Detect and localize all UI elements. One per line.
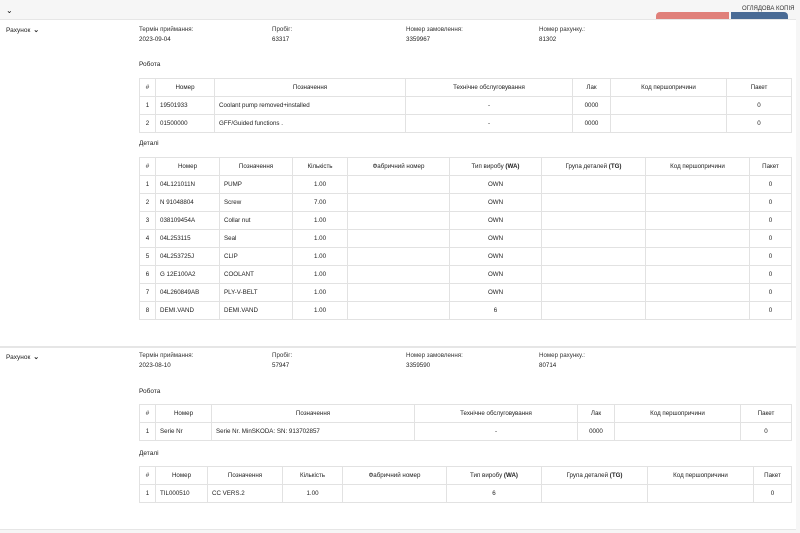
column-header-part-designation (208, 467, 283, 485)
cell-factory-number (348, 266, 450, 284)
cell-product-type: OWN (450, 248, 542, 266)
cell-part-number: N 91048804 (156, 194, 220, 212)
column-header-parts-group (542, 158, 646, 176)
cell-quantity: 1.00 (293, 230, 348, 248)
order-label: Номер замовлення: (406, 352, 463, 359)
column-header-text: Номер (171, 472, 192, 479)
cell-package: 0 (754, 485, 792, 503)
mileage-field-1 (272, 25, 292, 45)
cell-factory-number (348, 194, 450, 212)
cell-parts-group (542, 485, 648, 503)
column-header-factory-number (343, 467, 447, 485)
date-field-2 (139, 351, 193, 371)
cell-row-index: 2 (140, 115, 156, 133)
column-header-root-cause-code (648, 467, 754, 485)
cell-parts-group (542, 176, 646, 194)
cell-part-number: DEMI.VAND (156, 302, 220, 320)
cell-root-cause-code (646, 284, 750, 302)
cell-parts-group (542, 266, 646, 284)
table-row (140, 423, 792, 441)
column-header-text: Позначення (227, 472, 263, 479)
column-header-quantity (293, 158, 348, 176)
cell-work-designation: Coolant pump removed+installed (215, 97, 406, 115)
cell-root-cause-code (611, 115, 727, 133)
column-header-row-index: # (140, 79, 156, 97)
order-field-2 (406, 351, 463, 371)
column-header-row-index (140, 467, 156, 485)
column-header-root-cause-code: Код першопричини (611, 79, 727, 97)
cell-parts-group (542, 284, 646, 302)
table-row (140, 212, 792, 230)
cell-root-cause-code (646, 266, 750, 284)
cell-quantity: 1.00 (293, 248, 348, 266)
cell-part-number: TIL000510 (156, 485, 208, 503)
cell-factory-number (343, 485, 447, 503)
cell-part-number: 04L121011N (156, 176, 220, 194)
cell-part-designation: PLY-V-BELT (220, 284, 293, 302)
cell-quantity: 1.00 (283, 485, 343, 503)
work-header-row (140, 79, 792, 97)
view-copy-label: ОГЛЯДОВА КОПІЯ (742, 6, 795, 12)
invoice-no-field-1 (539, 25, 585, 45)
table-row (140, 97, 792, 115)
cell-package: 0 (750, 194, 792, 212)
cell-part-number: 04L253725J (156, 248, 220, 266)
table-row (140, 176, 792, 194)
table-row (140, 302, 792, 320)
cell-package: 0 (750, 302, 792, 320)
column-header-work-designation: Позначення (212, 405, 415, 423)
cell-lacquer: 0000 (578, 423, 615, 441)
table-row (140, 485, 792, 503)
cell-part-number: 038109454A (156, 212, 220, 230)
cell-row-index: 7 (140, 284, 156, 302)
mileage-value: 57947 (272, 362, 290, 369)
cell-root-cause-code (611, 97, 727, 115)
parts-table-1 (139, 157, 792, 320)
column-header-row-index: # (140, 405, 156, 423)
mileage-field-2 (272, 351, 292, 371)
column-header-work-number: Номер (156, 79, 215, 97)
column-header-product-type (447, 467, 542, 485)
table-row (140, 115, 792, 133)
column-header-text: Фабричний номер (372, 163, 425, 170)
order-value: 3359590 (406, 362, 431, 369)
cell-part-designation: Seal (220, 230, 293, 248)
cell-factory-number (348, 212, 450, 230)
cell-root-cause-code (648, 485, 754, 503)
column-header-package: Пакет (727, 79, 792, 97)
column-header-text: Кількість (307, 163, 333, 170)
cell-quantity: 1.00 (293, 302, 348, 320)
cell-part-designation: CLIP (220, 248, 293, 266)
tg-suffix: (TG) (609, 472, 623, 479)
date-label: Термін приймання: (139, 26, 194, 33)
column-header-text: Код першопричини (670, 163, 725, 170)
column-header-text: Тип виробу (471, 163, 504, 170)
invoice-no-value: 80714 (539, 362, 557, 369)
mileage-label: Пробіг: (272, 26, 293, 33)
invoice-no-value: 81302 (539, 36, 557, 43)
work-table-1 (139, 78, 792, 133)
column-header-text: Кількість (299, 472, 326, 479)
cell-root-cause-code (615, 423, 741, 441)
cell-product-type: OWN (450, 284, 542, 302)
column-header-text: Код першопричини (673, 472, 728, 479)
cell-factory-number (348, 284, 450, 302)
cell-package: 0 (750, 284, 792, 302)
column-header-lacquer: Лак (573, 79, 611, 97)
cell-work-designation: Serie Nr. MinSKODA: SN: 913702857 (212, 423, 415, 441)
parts-section-title: Деталі (139, 140, 159, 147)
cell-package: 0 (750, 248, 792, 266)
cell-row-index: 1 (140, 423, 156, 441)
cell-work-number: Serie Nr (156, 423, 212, 441)
table-row (140, 248, 792, 266)
work-header-row (140, 405, 792, 423)
column-header-text: # (145, 472, 150, 479)
order-value: 3359967 (406, 36, 431, 43)
column-header-text: Фабричний номер (368, 472, 421, 479)
column-header-work-designation: Позначення (215, 79, 406, 97)
column-header-package (754, 467, 792, 485)
column-header-product-type (450, 158, 542, 176)
parts-table-2 (139, 466, 792, 503)
parts-section-title: Деталі (139, 450, 159, 457)
cell-row-index: 1 (140, 176, 156, 194)
column-header-root-cause-code: Код першопричини (615, 405, 741, 423)
date-value: 2023-08-10 (139, 362, 171, 369)
cell-parts-group (542, 212, 646, 230)
cell-maintenance: - (406, 115, 573, 133)
column-header-work-number: Номер (156, 405, 212, 423)
cell-factory-number (348, 230, 450, 248)
invoice-block-2 (0, 347, 796, 530)
cell-work-designation: GFF/Guided functions . (215, 115, 406, 133)
cell-row-index: 6 (140, 266, 156, 284)
cell-package: 0 (750, 212, 792, 230)
cell-row-index: 8 (140, 302, 156, 320)
work-section-title: Робота (139, 388, 161, 395)
cell-product-type: OWN (450, 194, 542, 212)
cell-row-index: 1 (140, 485, 156, 503)
cell-work-number: 19501933 (156, 97, 215, 115)
column-header-part-number (156, 467, 208, 485)
column-header-part-number (156, 158, 220, 176)
cell-factory-number (348, 302, 450, 320)
cell-product-type: OWN (450, 176, 542, 194)
cell-root-cause-code (646, 194, 750, 212)
invoice-no-label: Номер рахунку.: (539, 26, 585, 33)
column-header-text: Номер (177, 163, 198, 170)
parts-header-row (140, 158, 792, 176)
column-header-package: Пакет (741, 405, 792, 423)
cell-part-designation: CC VERS.2 (208, 485, 283, 503)
column-header-text: Пакет (764, 472, 781, 479)
cell-root-cause-code (646, 212, 750, 230)
cell-product-type: 6 (450, 302, 542, 320)
cell-product-type: OWN (450, 212, 542, 230)
column-header-row-index (140, 158, 156, 176)
chevron-down-icon: ⌄ (31, 354, 40, 361)
cell-quantity: 1.00 (293, 212, 348, 230)
order-label: Номер замовлення: (406, 26, 463, 33)
cell-quantity: 1.00 (293, 266, 348, 284)
cell-parts-group (542, 302, 646, 320)
invoice-toggle-2[interactable] (6, 353, 39, 361)
cell-parts-group (542, 194, 646, 212)
invoice-toggle-label: Рахунок (6, 354, 31, 361)
cell-row-index: 5 (140, 248, 156, 266)
cell-part-number: 04L260849AB (156, 284, 220, 302)
cell-lacquer: 0000 (573, 115, 611, 133)
cell-root-cause-code (646, 248, 750, 266)
column-header-maintenance: Технічне обслуговування (415, 405, 578, 423)
invoice-no-field-2 (539, 351, 585, 371)
wa-suffix: (WA) (503, 472, 518, 479)
cell-product-type: OWN (450, 230, 542, 248)
cell-work-number: 01500000 (156, 115, 215, 133)
cell-quantity: 7.00 (293, 194, 348, 212)
cell-row-index: 2 (140, 194, 156, 212)
cell-quantity: 1.00 (293, 284, 348, 302)
chevron-down-icon: ⌄ (31, 27, 40, 34)
cell-row-index: 1 (140, 97, 156, 115)
cell-package: 0 (750, 230, 792, 248)
collapse-all-chevron-icon[interactable]: ⌄ (6, 6, 13, 15)
column-header-text: # (145, 163, 150, 170)
date-value: 2023-09-04 (139, 36, 171, 43)
column-header-text: Позначення (238, 163, 274, 170)
cell-part-designation: Collar nut (220, 212, 293, 230)
cell-package: 0 (750, 266, 792, 284)
column-header-text: Група деталей (566, 472, 609, 479)
cell-product-type: 6 (447, 485, 542, 503)
cell-parts-group (542, 230, 646, 248)
invoice-toggle-label: Рахунок (6, 27, 31, 34)
mileage-value: 63317 (272, 36, 290, 43)
cell-part-designation: PUMP (220, 176, 293, 194)
table-row (140, 266, 792, 284)
cell-factory-number (348, 176, 450, 194)
cell-lacquer: 0000 (573, 97, 611, 115)
cell-root-cause-code (646, 302, 750, 320)
cell-package: 0 (727, 115, 792, 133)
cell-maintenance: - (415, 423, 578, 441)
cell-row-index: 3 (140, 212, 156, 230)
column-header-parts-group (542, 467, 648, 485)
column-header-quantity (283, 467, 343, 485)
table-row (140, 284, 792, 302)
cell-package: 0 (750, 176, 792, 194)
cell-root-cause-code (646, 230, 750, 248)
parts-header-row (140, 467, 792, 485)
column-header-maintenance: Технічне обслуговування (406, 79, 573, 97)
cell-root-cause-code (646, 176, 750, 194)
column-header-lacquer: Лак (578, 405, 615, 423)
column-header-text: Група деталей (565, 163, 608, 170)
column-header-text: Тип виробу (470, 472, 503, 479)
cell-quantity: 1.00 (293, 176, 348, 194)
cell-package: 0 (727, 97, 792, 115)
cell-part-designation: Screw (220, 194, 293, 212)
cell-factory-number (348, 248, 450, 266)
work-table-2 (139, 404, 792, 441)
cell-row-index: 4 (140, 230, 156, 248)
mileage-label: Пробіг: (272, 352, 293, 359)
order-field-1 (406, 25, 463, 45)
cell-package: 0 (741, 423, 792, 441)
invoice-block-1 (0, 19, 796, 347)
column-header-part-designation (220, 158, 293, 176)
cell-part-designation: DEMI.VAND (220, 302, 293, 320)
date-label: Термін приймання: (139, 352, 194, 359)
invoice-no-label: Номер рахунку.: (539, 352, 585, 359)
table-row (140, 194, 792, 212)
wa-suffix: (WA) (505, 163, 520, 170)
cell-part-designation: COOLANT (220, 266, 293, 284)
column-header-text: Пакет (762, 163, 779, 170)
cell-parts-group (542, 248, 646, 266)
date-field-1 (139, 25, 193, 45)
cell-product-type: OWN (450, 266, 542, 284)
column-header-package (750, 158, 792, 176)
table-row (140, 230, 792, 248)
cell-part-number: G 12E100A2 (156, 266, 220, 284)
invoice-toggle-1[interactable] (6, 26, 39, 34)
cell-part-number: 04L253115 (156, 230, 220, 248)
column-header-factory-number (348, 158, 450, 176)
cell-maintenance: - (406, 97, 573, 115)
tg-suffix: (TG) (608, 163, 622, 170)
work-section-title: Робота (139, 61, 161, 68)
column-header-root-cause-code (646, 158, 750, 176)
